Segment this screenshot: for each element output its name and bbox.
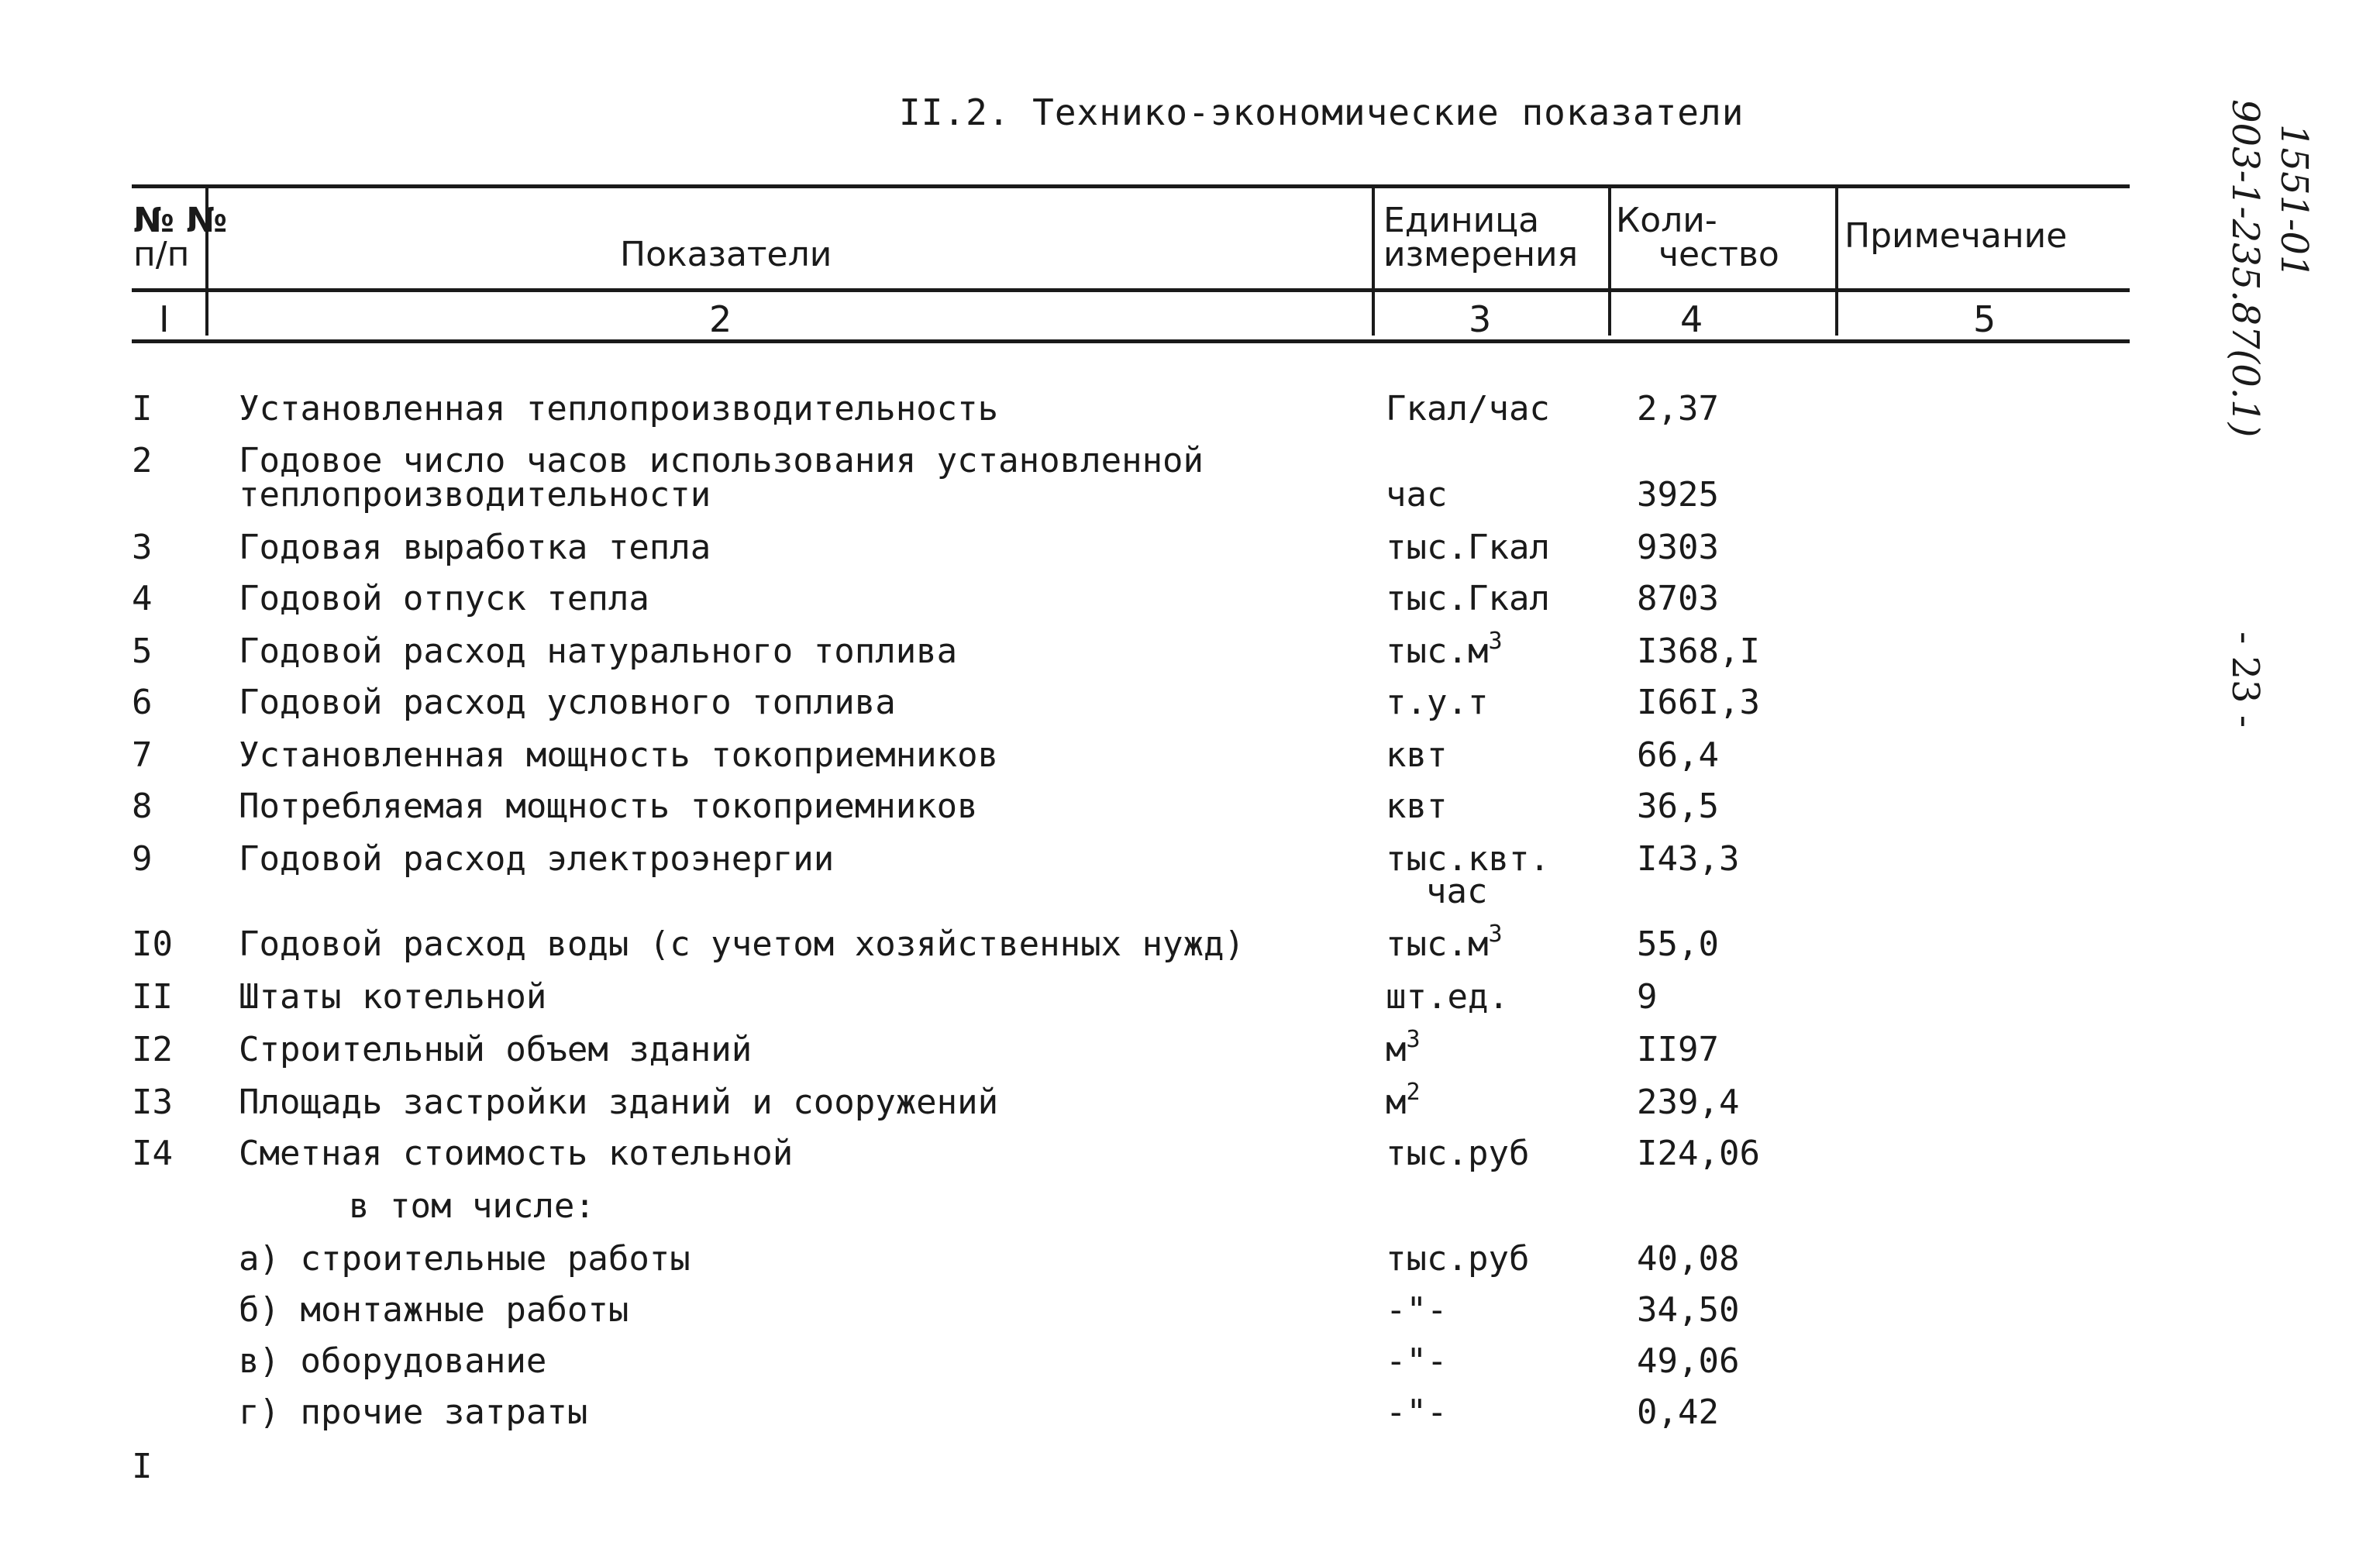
row-quantity: I368,I bbox=[1637, 632, 1760, 671]
row-unit: тыс.Гкал bbox=[1386, 579, 1550, 618]
row-number: 9 bbox=[132, 839, 153, 879]
row-indicator: Установленная мощность токоприемников bbox=[239, 735, 999, 775]
column-number-2: 2 bbox=[709, 298, 732, 340]
subrow-quantity: 40,08 bbox=[1637, 1239, 1740, 1279]
header-number-line2: п/п bbox=[133, 235, 190, 274]
row-number: 3 bbox=[132, 528, 153, 567]
row-indicator-line2: теплопроизводительности bbox=[239, 475, 711, 515]
row-quantity: 66,4 bbox=[1637, 735, 1719, 775]
row-indicator: Площадь застройки зданий и сооружений bbox=[239, 1083, 999, 1122]
row-number: I bbox=[132, 389, 153, 429]
page-title: II.2. Технико-экономические показатели bbox=[899, 91, 1745, 133]
row-unit: тыс.руб bbox=[1386, 1134, 1530, 1173]
row-quantity: 9 bbox=[1637, 977, 1658, 1017]
row-unit: час bbox=[1386, 475, 1448, 515]
column-number-4: 4 bbox=[1680, 298, 1703, 340]
unit-superscript: 3 bbox=[1488, 628, 1503, 655]
margin-page-number: - 23 - bbox=[2223, 632, 2267, 728]
column-number-1: I bbox=[159, 298, 170, 340]
column-numbers-rule bbox=[132, 339, 2130, 343]
row-quantity: 239,4 bbox=[1637, 1083, 1740, 1122]
margin-project-code: 903-1-235.87(0.1) bbox=[2223, 99, 2267, 438]
unit-text: м bbox=[1386, 1030, 1407, 1069]
col-divider-4 bbox=[1835, 188, 1838, 336]
subrow-quantity: 34,50 bbox=[1637, 1290, 1740, 1330]
row-indicator: Годовая выработка тепла bbox=[239, 528, 711, 567]
row-indicator: Годовой расход воды (с учетом хозяйственных нужд) bbox=[239, 924, 1245, 964]
row-indicator: Строительный объем зданий bbox=[239, 1030, 753, 1069]
column-number-5: 5 bbox=[1973, 298, 1996, 340]
column-number-3: 3 bbox=[1469, 298, 1492, 340]
subrow-unit: -"- bbox=[1386, 1392, 1448, 1432]
subrow-quantity: 49,06 bbox=[1637, 1341, 1740, 1381]
row-indicator: Сметная стоимость котельной bbox=[239, 1134, 794, 1173]
row-number: 2 bbox=[132, 441, 153, 480]
row-quantity: 3925 bbox=[1637, 475, 1719, 515]
row-number: I0 bbox=[132, 924, 173, 964]
unit-text: тыс.м bbox=[1386, 632, 1489, 671]
row-unit bbox=[1386, 921, 1503, 964]
row-quantity: 36,5 bbox=[1637, 787, 1719, 826]
row-indicator: Годовой расход условного топлива bbox=[239, 683, 896, 722]
col-divider-2 bbox=[1372, 188, 1375, 336]
row-number: 8 bbox=[132, 787, 153, 826]
row-quantity: 55,0 bbox=[1637, 924, 1719, 964]
row-indicator: Штаты котельной bbox=[239, 977, 547, 1017]
row-number: I4 bbox=[132, 1134, 173, 1173]
subrow-indicator: в) оборудование bbox=[239, 1341, 547, 1381]
margin-reference: 1551-01 bbox=[2272, 124, 2316, 279]
subrow-indicator: а) строительные работы bbox=[239, 1239, 691, 1279]
row-quantity: 2,37 bbox=[1637, 389, 1719, 429]
unit-text: тыс.м bbox=[1386, 924, 1489, 964]
subrow-indicator: г) прочие затраты bbox=[239, 1392, 588, 1432]
unit-superscript: 2 bbox=[1406, 1079, 1421, 1106]
subrow-unit: -"- bbox=[1386, 1290, 1448, 1330]
row-number: 4 bbox=[132, 579, 153, 618]
row-number: 5 bbox=[132, 632, 153, 671]
row-number: 7 bbox=[132, 735, 153, 775]
subrow-unit: -"- bbox=[1386, 1341, 1448, 1381]
row-indicator: Установленная теплопроизводительность bbox=[239, 389, 999, 429]
row-quantity: I43,3 bbox=[1637, 839, 1740, 879]
footer-mark: I bbox=[132, 1447, 153, 1486]
unit-superscript: 3 bbox=[1406, 1026, 1421, 1053]
row-unit bbox=[1386, 1026, 1421, 1069]
row-indicator-line1: Годовое число часов использования установленной bbox=[239, 441, 1204, 480]
row-unit: т.у.т bbox=[1386, 683, 1489, 722]
table-top-rule bbox=[132, 184, 2130, 188]
row-unit: тыс.Гкал bbox=[1386, 528, 1550, 567]
header-unit-line2: измерения bbox=[1383, 235, 1579, 274]
subrow-indicator: б) монтажные работы bbox=[239, 1290, 629, 1330]
subrow-quantity: 0,42 bbox=[1637, 1392, 1719, 1432]
header-qty-line1: Коли- bbox=[1616, 201, 1717, 240]
row-unit bbox=[1386, 628, 1503, 671]
row-unit: шт.ед. bbox=[1386, 977, 1509, 1017]
row-indicator: Годовой расход электроэнергии bbox=[239, 839, 835, 879]
header-bottom-rule bbox=[132, 288, 2130, 292]
header-qty-line2: чество bbox=[1658, 235, 1779, 274]
row-unit-line2: час bbox=[1426, 872, 1488, 911]
including-label: в том числе: bbox=[349, 1186, 595, 1226]
row-quantity: I66I,3 bbox=[1637, 683, 1760, 722]
row-number: I2 bbox=[132, 1030, 173, 1069]
row-indicator: Годовой расход натурального топлива bbox=[239, 632, 958, 671]
col-divider-3 bbox=[1608, 188, 1611, 336]
row-unit: квт bbox=[1386, 735, 1448, 775]
header-note: Примечание bbox=[1844, 216, 2068, 256]
row-unit bbox=[1386, 1079, 1421, 1122]
row-quantity: 8703 bbox=[1637, 579, 1719, 618]
row-quantity: I24,06 bbox=[1637, 1134, 1760, 1173]
row-quantity: 9303 bbox=[1637, 528, 1719, 567]
header-number-line1: № № bbox=[133, 201, 228, 240]
row-number: II bbox=[132, 977, 173, 1017]
row-unit-line1: тыс.квт. bbox=[1386, 839, 1550, 879]
header-indicators: Показатели bbox=[620, 235, 832, 274]
unit-text: м bbox=[1386, 1083, 1407, 1122]
row-unit: квт bbox=[1386, 787, 1448, 826]
row-unit: Гкал/час bbox=[1386, 389, 1550, 429]
row-indicator: Годовой отпуск тепла bbox=[239, 579, 649, 618]
row-number: 6 bbox=[132, 683, 153, 722]
header-unit-line1: Единица bbox=[1383, 201, 1540, 240]
row-quantity: II97 bbox=[1637, 1030, 1719, 1069]
unit-superscript: 3 bbox=[1488, 921, 1503, 948]
row-indicator: Потребляемая мощность токоприемников bbox=[239, 787, 978, 826]
subrow-unit: тыс.руб bbox=[1386, 1239, 1530, 1279]
row-number: I3 bbox=[132, 1083, 173, 1122]
